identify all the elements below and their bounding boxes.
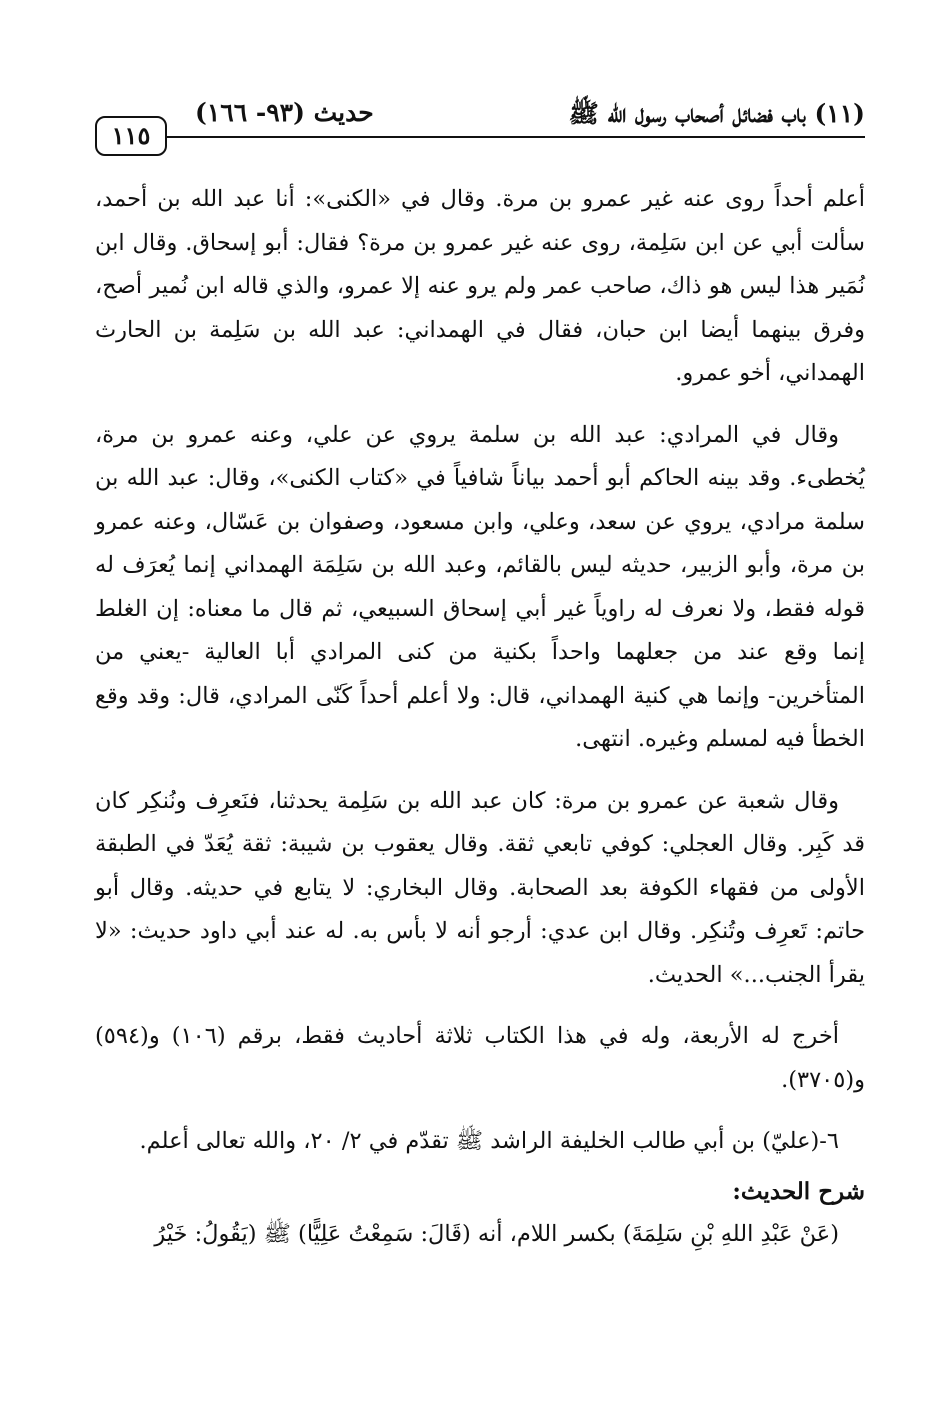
body-text (95, 178, 865, 1275)
final-line: (عَنْ عَبْدِ اللهِ بْنِ سَلِمَةَ) بكسر اللام، أنه (قَالَ: سَمِعْتُ عَلِيًّا) ﷺ (يَقُولُ: خَيْرُ (154, 1221, 839, 1247)
paragraph-2: وقال في المرادي: عبد الله بن سلمة يروي عن علي، وعنه عمرو بن مرة، يُخطىء. وقد بينه الحاكم أبو أحمد بياناً شافياً في «كتاب الكنى»، وقال: عبد الله بن سلمة مرادي، يروي عن سعد، وعلي، وابن مسعود، وصفوان بن عَسّال، وعنه عمرو بن مرة، وأبو الزبير، حديثه ليس بالقائم، وعبد الله بن سَلِمَة الهمداني إنما يُعرَف له قوله فقط، ولا نعرف له راوياً غير أبي إسحاق السبيعي، ثم قال ما معناه: إن الغلط إنما وقع عند من جعلهما واحداً بكنية من كنى المرادي أبا العالية -يعني من المتأخرين- وإنما هي كنية الهمداني، قال: ولا أعلم أحداً كَنّى المرادي، قال: وقد وقع الخطأ فيه لمسلم وغيره. انتهى. (95, 421, 865, 752)
page (95, 0, 865, 1411)
paragraph-3: وقال شعبة عن عمرو بن مرة: كان عبد الله بن سَلِمة يحدثنا، فنَعرِف ونُنكِر كان قد كَبِر. وقال العجلي: كوفي تابعي ثقة. وقال يعقوب بن شيبة: ثقة يُعَدّ في الطبقة الأولى من فقهاء الكوفة بعد الصحابة. وقال البخاري: لا يتابع في حديثه. وقال أبو حاتم: تَعرِف وتُنكِر. وقال ابن عدي: أرجو أنه لا بأس به. له عند أبي داود حديث: «لا يقرأ الجنب...» الحديث. (95, 787, 865, 988)
paragraph-1: أعلم أحداً روى عنه غير عمرو بن مرة. وقال في «الكنى»: أنا عبد الله بن أحمد، سألت أبي عن ابن سَلِمة، روى عنه غير عمرو بن مرة؟ فقال: أبو إسحاق. وقال ابن نُمَير هذا ليس هو ذاك، صاحب عمر ولم يرو عنه إلا عمرو، والذي قاله ابن نُمير أصح، وفرق بينهما أيضا ابن حبان، فقال في الهمداني: عبد الله بن سَلِمة بن الحارث الهمداني، أخو عمرو. (95, 186, 865, 386)
sharh-heading: شرح الحديث: (732, 1177, 865, 1205)
paragraph-5: ٦-(عليّ) بن أبي طالب الخليفة الراشد ﷺ تقدّم في ٢/ ٢٠، والله تعالى أعلم. (139, 1128, 839, 1154)
chapter-title: (١١) باب فضائل أصحاب رسول الله ﷺ (568, 99, 865, 128)
header-rule (163, 136, 865, 138)
paragraph-4: أخرج له الأربعة، وله في هذا الكتاب ثلاثة أحاديث فقط، برقم (١٠٦) و(٥٩٤) و(٣٧٠٥). (95, 1023, 865, 1093)
page-number: ١١٥ (95, 116, 167, 156)
running-header (95, 92, 865, 150)
hadith-range: حديث (٩٣- ١٦٦) (195, 98, 374, 127)
